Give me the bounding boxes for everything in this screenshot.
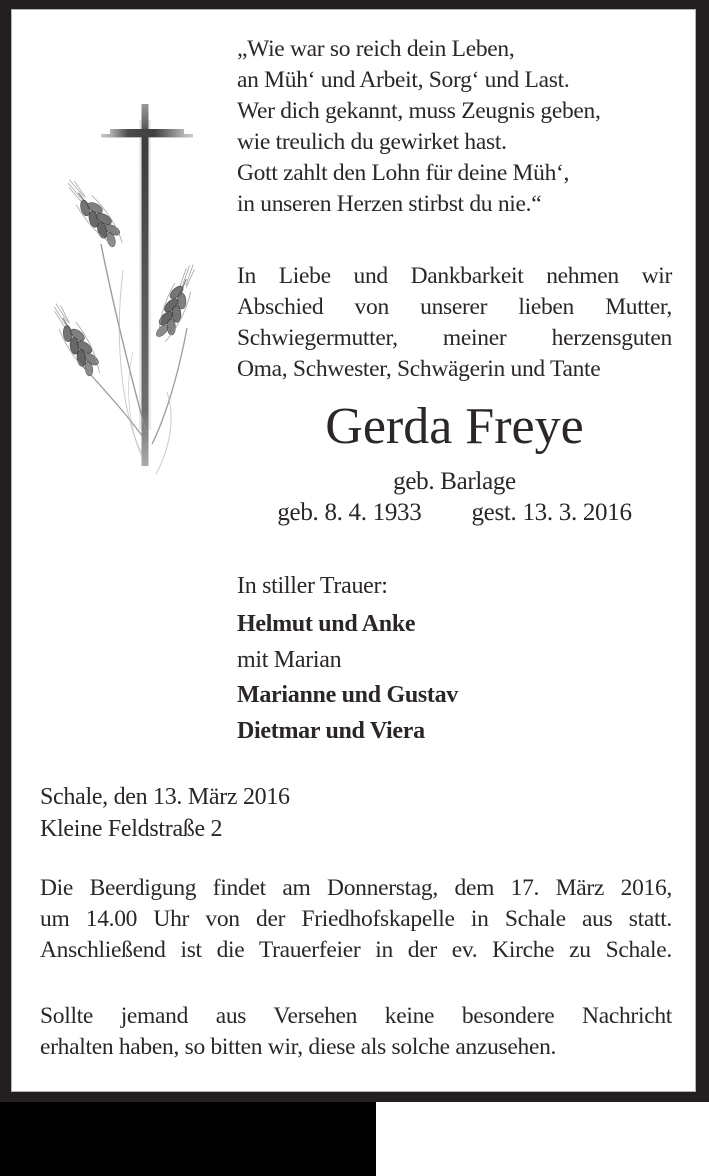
text-line: Die Beerdigung findet am Donnerstag, dem 17. März 2016, <box>40 875 672 901</box>
wheat-leaf <box>156 392 171 474</box>
mourning-header: In stiller Trauer: <box>237 573 388 599</box>
notice-paragraph <box>40 1001 672 1063</box>
text-line: Schwiegermutter, meiner herzensguten <box>237 325 672 351</box>
intro-paragraph <box>237 261 672 385</box>
funeral-info-paragraph <box>40 873 672 966</box>
bottom-left-black-block <box>0 1102 376 1176</box>
text-line: Anschließend ist die Trauerfeier in der ev. Kirche zu Schale. <box>40 937 672 963</box>
text-line: Sollte jemand aus Versehen keine besondere Nachricht <box>40 1003 672 1029</box>
death-date: gest. 13. 3. 2016 <box>471 499 632 526</box>
text-line: Helmut und Anke <box>237 611 416 637</box>
text-line: um 14.00 Uhr von der Friedhofskapelle in Schale aus statt. <box>40 906 672 932</box>
text-line: Abschied von unserer lieben Mutter, <box>237 294 672 320</box>
text-line: Oma, Schwester, Schwägerin und Tante <box>237 356 601 382</box>
birth-date: geb. 8. 4. 1933 <box>277 499 422 526</box>
text-line: in unseren Herzen stirbst du nie.“ <box>237 191 542 217</box>
text-line: Dietmar und Viera <box>237 717 425 744</box>
text-line: Marianne und Gustav <box>237 682 459 708</box>
address: Kleine Feldstraße 2 <box>40 816 223 842</box>
cross-and-wheat-illustration <box>15 92 227 476</box>
text-line: Wer dich gekannt, muss Zeugnis geben, <box>237 98 601 124</box>
text-line: „Wie war so reich dein Leben, <box>237 36 515 62</box>
cross-horizontal-bar <box>110 129 184 137</box>
text-line: mit Marian <box>237 646 342 673</box>
text-line: erhalten haben, so bitten wir, diese als solche anzusehen. <box>40 1034 557 1060</box>
text-line: wie treulich du gewirket hast. <box>237 129 507 155</box>
text-line: an Müh‘ und Arbeit, Sorg‘ und Last. <box>237 67 570 93</box>
wheat-stem <box>152 328 187 444</box>
text-line: In Liebe und Dankbarkeit nehmen wir <box>237 263 672 289</box>
place-date: Schale, den 13. März 2016 <box>40 784 290 810</box>
cross-vertical-bar <box>142 104 149 466</box>
text-line: Gott zahlt den Lohn für deine Müh‘, <box>237 160 570 186</box>
place-address-block <box>40 781 672 845</box>
life-dates <box>237 497 672 528</box>
maiden-name: geb. Barlage <box>393 468 516 495</box>
memorial-quote <box>237 34 672 220</box>
mourners-list <box>237 607 672 749</box>
deceased-name: Gerda Freye <box>325 398 584 455</box>
